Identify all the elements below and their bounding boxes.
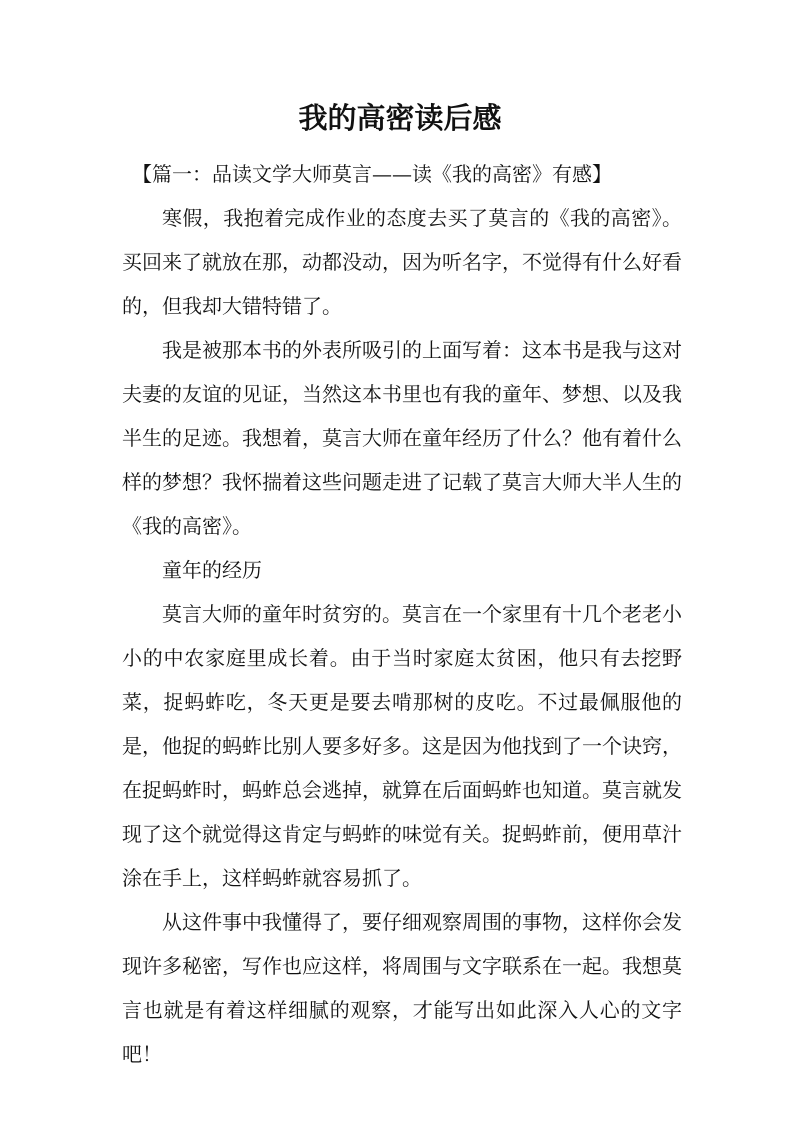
paragraph: 我是被那本书的外表所吸引的上面写着：这本书是我与这对夫妻的友谊的见证，当然这本书里也有我的童年、梦想、以及我半生的足迹。我想着，莫言大师在童年经历了什么？他有着什么样的梦想？我怀揣着这些问题走进了记载了莫言大师大半人生的《我的高密》。: [122, 338, 682, 538]
paragraph: 从这件事中我懂得了，要仔细观察周围的事物，这样你会发现许多秘密，写作也应这样，将周围与文字联系在一起。我想莫言也就是有着这样细腻的观察，才能写出如此深入人心的文字吧！: [122, 910, 682, 1066]
section-subtitle: 【篇一：品读文学大师莫言——读《我的高密》有感】: [132, 162, 612, 186]
document-title: 我的高密读后感: [298, 101, 502, 135]
paragraph: 寒假，我抱着完成作业的态度去买了莫言的《我的高密》。买回来了就放在那，动都没动，因为听名字，不觉得有什么好看的，但我却大错特错了。: [122, 206, 682, 318]
paragraph: 莫言大师的童年时贫穷的。莫言在一个家里有十几个老老小小的中农家庭里成长着。由于当时家庭太贫困，他只有去挖野菜，捉蚂蚱吃，冬天更是要去啃那树的皮吃。不过最佩服他的是，他捉的蚂蚱比别人要多好多。这是因为他找到了一个诀窍，在捉蚂蚱时，蚂蚱总会逃掉，就算在后面蚂蚱也知道。莫言就发现了这个就觉得这肯定与蚂蚱的味觉有关。捉蚂蚱前，便用草汁涂在手上，这样蚂蚱就容易抓了。: [122, 602, 682, 890]
document-body: [122, 152, 682, 1076]
section-heading: 童年的经历: [162, 558, 262, 582]
